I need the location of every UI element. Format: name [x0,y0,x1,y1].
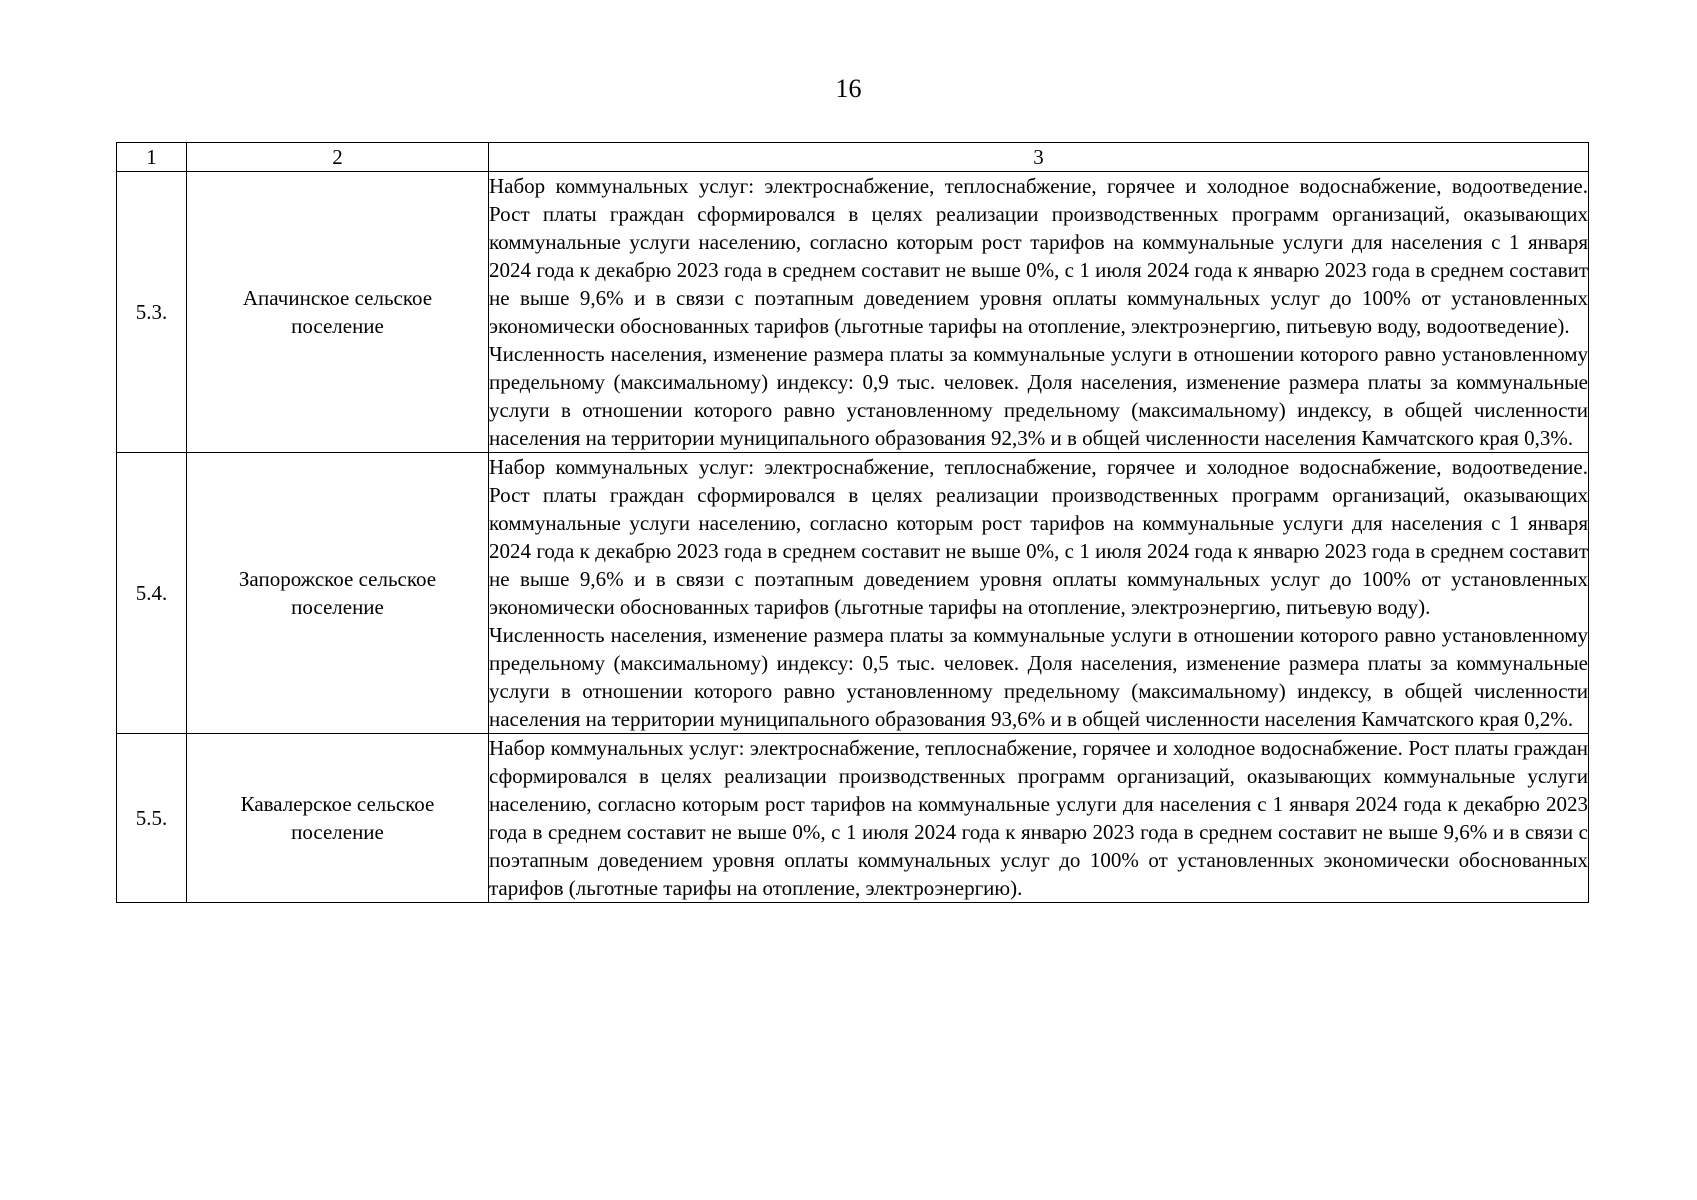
row-number: 5.3. [117,172,187,453]
settlement-name [187,453,489,734]
row-number: 5.4. [117,453,187,734]
description-paragraph: Набор коммунальных услуг: электроснабжение, теплоснабжение, горячее и холодное водоснабжение, водоотведение. Рост платы граждан сформировался в целях реализации производственных программ организаций, оказывающих коммунальные услуги населению, согласно которым рост тарифов на коммунальные услуги для населения с 1 января 2024 года к декабрю 2023 года в среднем составит не выше 0%, с 1 июля 2024 года к январю 2023 года в среднем составит не выше 9,6% и в связи с поэтапным доведением уровня оплаты коммунальных услуг до 100% от установленных экономически обоснованных тарифов (льготные тарифы на отопление, электроэнергию, питьевую воду). [489,455,1588,619]
settlement-name-line: Запорожское сельское [238,567,437,591]
settlement-name [187,734,489,903]
column-header-2: 2 [187,143,489,172]
settlement-name-line: поселение [291,820,384,844]
column-header-3: 3 [489,143,1589,172]
row-number: 5.5. [117,734,187,903]
utilities-table [116,142,1589,903]
description-paragraph: Набор коммунальных услуг: электроснабжение, теплоснабжение, горячее и холодное водоснабжение. Рост платы граждан сформировался в целях реализации производственных программ организаций, оказывающих коммунальные услуги населению, согласно которым рост тарифов на коммунальные услуги для населения с 1 января 2024 года к декабрю 2023 года в среднем составит не выше 0%, с 1 июля 2024 года к январю 2023 года в среднем составит не выше 9,6% и в связи с поэтапным доведением уровня оплаты коммунальных услуг до 100% от установленных экономически обоснованных тарифов (льготные тарифы на отопление, электроэнергию). [489,736,1588,900]
settlement-name-line: поселение [291,314,384,338]
settlement-name [187,172,489,453]
description-paragraph: Набор коммунальных услуг: электроснабжение, теплоснабжение, горячее и холодное водоснабжение, водоотведение. Рост платы граждан сформировался в целях реализации производственных программ организаций, оказывающих коммунальные услуги населению, согласно которым рост тарифов на коммунальные услуги для населения с 1 января 2024 года к декабрю 2023 года в среднем составит не выше 0%, с 1 июля 2024 года к январю 2023 года в среднем составит не выше 9,6% и в связи с поэтапным доведением уровня оплаты коммунальных услуг до 100% от установленных экономически обоснованных тарифов (льготные тарифы на отопление, электроэнергию, питьевую воду, водоотведение). [489,174,1588,338]
settlement-name-line: Кавалерское сельское [240,792,435,816]
table-row [117,172,1589,453]
row-description [489,453,1589,734]
column-header-1: 1 [117,143,187,172]
settlement-name-line: поселение [291,595,384,619]
table-row [117,734,1589,903]
row-description [489,734,1589,903]
page-number: 16 [835,74,862,103]
table-header-row [117,143,1589,172]
table-row [117,453,1589,734]
settlement-name-line: Апачинское сельское [242,286,433,310]
description-paragraph: Численность населения, изменение размера платы за коммунальные услуги в отношении которого равно установленному предельному (максимальному) индексу: 0,5 тыс. человек. Доля населения, изменение размера платы за коммунальные услуги в отношении которого равно установленному предельному (максимальному) индексу, в общей численности населения на территории муниципального образования 93,6% и в общей численности населения Камчатского края 0,2%. [489,623,1588,731]
row-description [489,172,1589,453]
description-paragraph: Численность населения, изменение размера платы за коммунальные услуги в отношении которого равно установленному предельному (максимальному) индексу: 0,9 тыс. человек. Доля населения, изменение размера платы за коммунальные услуги в отношении которого равно установленному предельному (максимальному) индексу, в общей численности населения на территории муниципального образования 92,3% и в общей численности населения Камчатского края 0,3%. [489,342,1588,450]
